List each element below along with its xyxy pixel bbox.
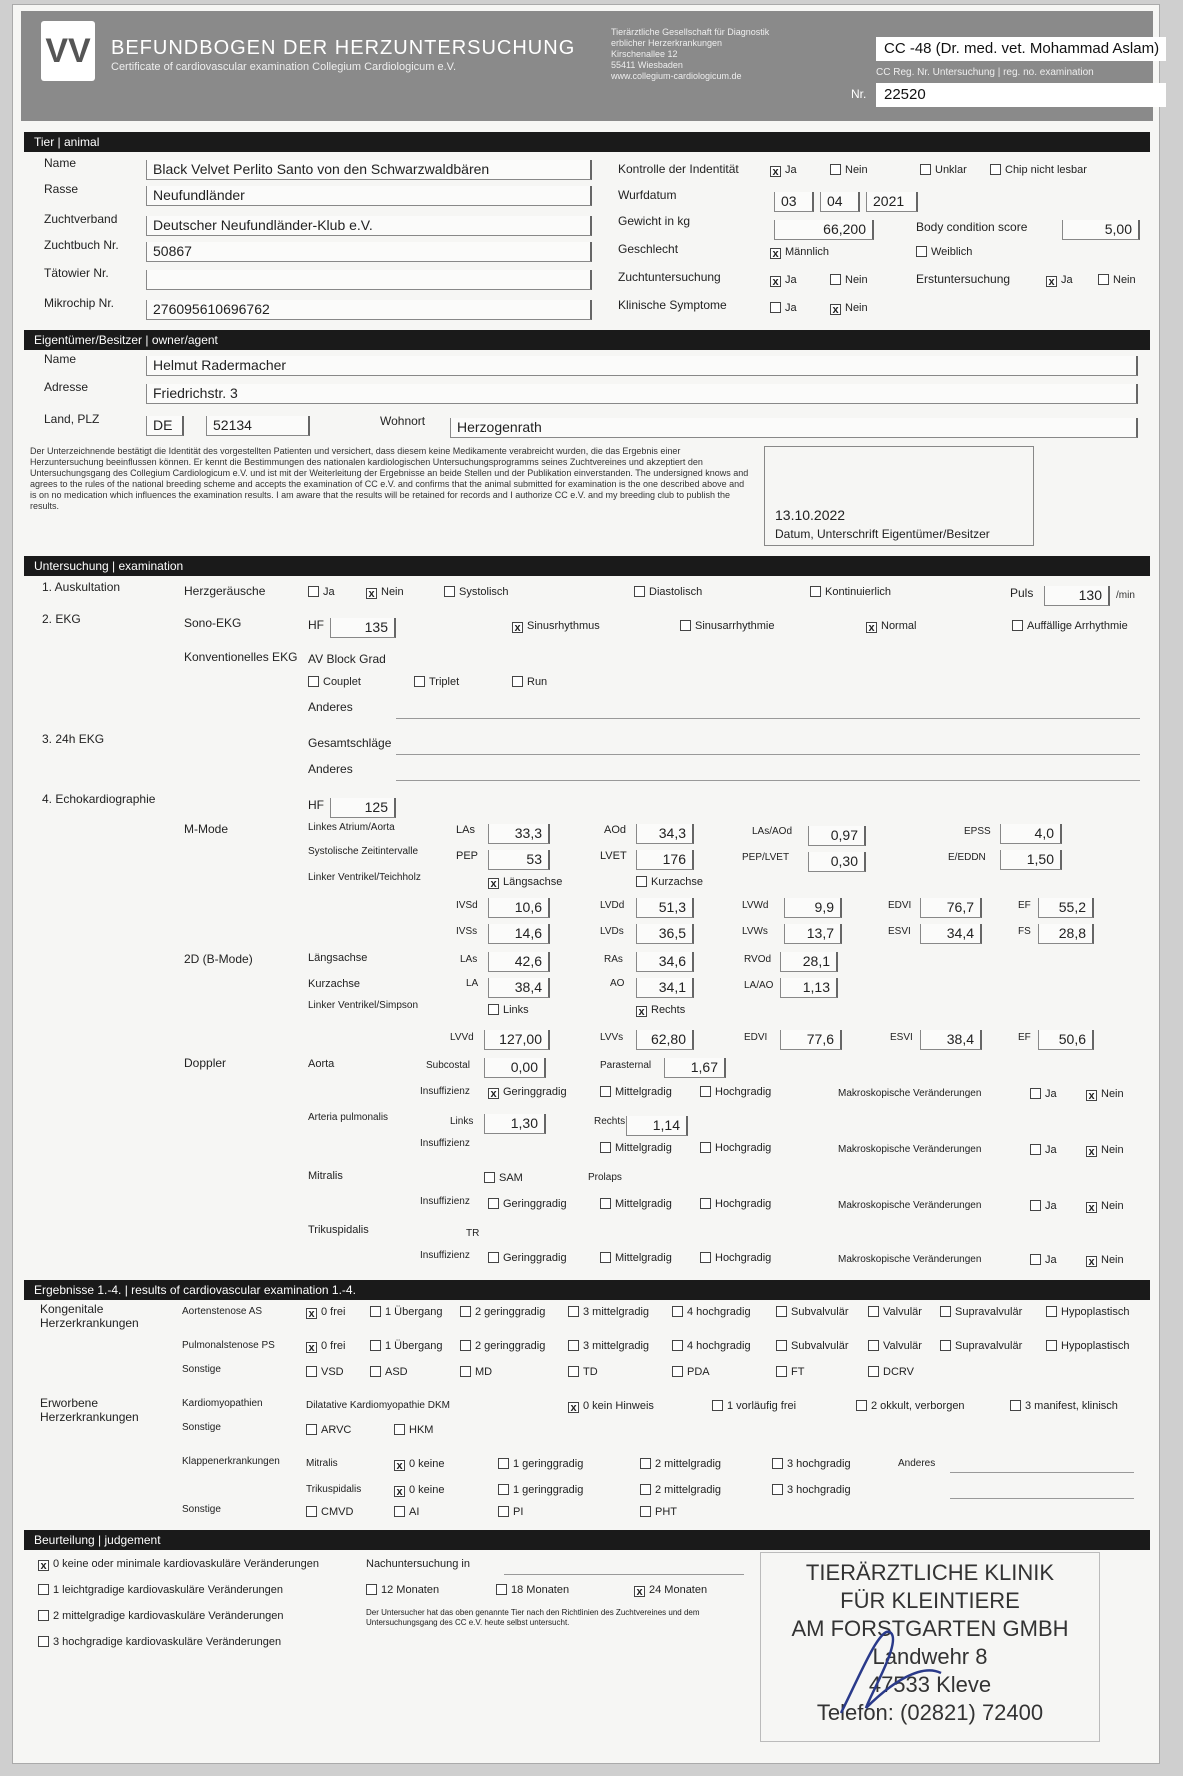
checkbox-sinusrhythmus: x Sinusrhythmus: [512, 620, 600, 633]
nr-field: 22520: [876, 83, 1166, 107]
checkbox-pulm-mittel: Mittelgradig: [600, 1142, 672, 1154]
label-kongenitale: Kongenitale Herzerkrankungen: [40, 1302, 139, 1330]
cc-reg-label: CC Reg. Nr. Untersuchung | reg. no. examination: [876, 67, 1094, 78]
checkbox-ps-1: 1 Übergang: [370, 1340, 443, 1352]
checkbox-pulm-makro-nein: x Nein: [1086, 1144, 1124, 1157]
checkbox-trik-1: 1 geringgradig: [498, 1484, 583, 1496]
checkbox-trik-gering: Geringgradig: [488, 1252, 567, 1264]
section-animal: Tier | animal: [24, 132, 1150, 152]
checkbox-dkm-manif: 3 manifest, klinisch: [1010, 1400, 1118, 1412]
checkbox-mitr-mittel: Mittelgradig: [600, 1198, 672, 1210]
checkbox-as-4: 4 hochgradig: [672, 1306, 751, 1318]
lvvd-field: 127,00: [484, 1030, 550, 1050]
checkbox-ps-subv: Subvalvulär: [776, 1340, 848, 1352]
weight-field: 66,200: [774, 220, 874, 240]
checkbox-identity-ja: x Ja: [770, 164, 797, 177]
lvvs-field: 62,80: [636, 1030, 694, 1050]
label-mmode: M-Mode: [184, 822, 229, 836]
pulse-field: 130: [1044, 586, 1110, 606]
checkbox-ps-4: 4 hochgradig: [672, 1340, 751, 1352]
label-konv-ekg: Konventionelles EKG: [184, 650, 298, 664]
checkbox-18-monate: 18 Monaten: [496, 1584, 569, 1596]
ao-field: 34,1: [636, 978, 694, 998]
society-address: Tierärztliche Gesellschaft für Diagnostik erblicher Herzerkrankungen Kirschenallee 12 55411 Wiesbaden www.collegium-cardiologicum.de: [611, 27, 770, 81]
checkbox-aorta-makro-nein: x Nein: [1086, 1088, 1124, 1101]
label-anderes: Anderes: [308, 700, 353, 714]
checkbox-sinusarrhythmie: Sinusarrhythmie: [680, 620, 774, 632]
pulm-links-field: 1,30: [484, 1114, 546, 1134]
checkbox-as-frei: x 0 frei: [306, 1306, 345, 1319]
label-wohnort: Wohnort: [380, 414, 426, 428]
label-geschlecht: Geschlecht: [618, 242, 679, 256]
microchip-field: 276095610696762: [146, 300, 592, 320]
lvds-field: 36,5: [636, 924, 694, 944]
checkbox-pht: PHT: [640, 1506, 677, 1518]
checkbox-run: Run: [512, 676, 547, 688]
label-auskultation: 1. Auskultation: [42, 580, 121, 594]
checkbox-identity-nein: Nein: [830, 164, 868, 176]
ef-field: 55,2: [1038, 898, 1094, 918]
header-banner: [21, 11, 1160, 121]
checkbox-erst-nein: Nein: [1098, 274, 1136, 286]
label-anderes-24h: Anderes: [308, 762, 353, 776]
checkbox-erst-ja: x Ja: [1046, 274, 1073, 287]
checkbox-ps-2: 2 geringgradig: [460, 1340, 545, 1352]
checkbox-unklar: Unklar: [920, 164, 967, 176]
label-erworbene: Erworbene Herzerkrankungen: [40, 1396, 139, 1424]
checkbox-ai: AI: [394, 1506, 419, 1518]
checkbox-mitr-makro-ja: Ja: [1030, 1200, 1057, 1212]
ras-field: 34,6: [636, 952, 694, 972]
checkbox-td: TD: [568, 1366, 598, 1378]
form-subtitle: Certificate of cardiovascular examination Collegium Cardiologicum e.V.: [111, 61, 457, 73]
checkbox-normal: x Normal: [866, 620, 916, 633]
rvod-field: 28,1: [780, 952, 838, 972]
checkbox-couplet: Couplet: [308, 676, 361, 688]
birth-month-field: 04: [820, 192, 860, 212]
laaod-field: 0,97: [808, 826, 866, 846]
checkbox-trik-3: 3 hochgradig: [772, 1484, 851, 1496]
label-echo: 4. Echokardiographie: [42, 792, 156, 806]
checkbox-as-subv: Subvalvulär: [776, 1306, 848, 1318]
checkbox-links: Links: [488, 1004, 529, 1016]
label-klinische-symptome: Klinische Symptome: [618, 298, 727, 312]
checkbox-aorta-makro-ja: Ja: [1030, 1088, 1057, 1100]
label-rasse: Rasse: [44, 182, 79, 196]
label-hf-echo: HF: [308, 798, 324, 812]
form-title: BEFUNDBOGEN DER HERZUNTERSUCHUNG: [111, 37, 576, 59]
checkbox-asd: ASD: [370, 1366, 408, 1378]
zip-field: 52134: [206, 416, 310, 436]
nr-label: Nr.: [851, 87, 867, 101]
address-field: Friedrichstr. 3: [146, 384, 1138, 404]
label-owner-name: Name: [44, 352, 77, 366]
checkbox-pda: PDA: [672, 1366, 710, 1378]
checkbox-klin-ja: Ja: [770, 302, 797, 314]
checkbox-judgement-1: 1 leichtgradige kardiovaskuläre Veränderungen: [38, 1584, 283, 1596]
label-wurfdatum: Wurfdatum: [618, 188, 677, 202]
lvet-field: 176: [636, 850, 694, 870]
label-puls: Puls: [1010, 586, 1034, 600]
esvi-field: 34,4: [920, 924, 982, 944]
label-24h-ekg: 3. 24h EKG: [42, 732, 105, 746]
studbook-field: 50867: [146, 242, 592, 262]
checkbox-mitr-1: 1 geringgradig: [498, 1458, 583, 1470]
checkbox-trik-mittel: Mittelgradig: [600, 1252, 672, 1264]
checkbox-auffaellig: Auffällige Arrhythmie: [1012, 620, 1128, 632]
checkbox-chip-nicht-lesbar: Chip nicht lesbar: [990, 164, 1087, 176]
label-gesamtschlaege: Gesamtschläge: [308, 736, 392, 750]
checkbox-judgement-2: 2 mittelgradige kardiovaskuläre Veränderungen: [38, 1610, 284, 1622]
checkbox-ps-suprav: Supravalvulär: [940, 1340, 1022, 1352]
clinic-stamp: TIERÄRZTLICHE KLINIK FÜR KLEINTIERE AM FORSTGARTEN GMBH Landwehr 8 47533 Kleve Telefon: (02821) 72400: [760, 1552, 1100, 1742]
label-systolische: Systolische Zeitintervalle: [308, 846, 419, 857]
peplvet-field: 0,30: [808, 852, 866, 872]
epss-field: 4,0: [1000, 824, 1062, 844]
checkbox-as-2: 2 geringgradig: [460, 1306, 545, 1318]
breed-club-field: Deutscher Neufundländer-Klub e.V.: [146, 216, 592, 236]
las-field: 33,3: [488, 824, 550, 844]
label-land-plz: Land, PLZ: [44, 412, 100, 426]
checkbox-systolisch: Systolisch: [444, 586, 509, 598]
label-la-ao: Linkes Atrium/Aorta: [308, 822, 395, 833]
label-signature: Datum, Unterschrift Eigentümer/Besitzer: [775, 527, 990, 541]
checkbox-rechts: x Rechts: [636, 1004, 685, 1017]
checkbox-dkm-kein: x 0 kein Hinweis: [568, 1400, 654, 1413]
checkbox-zucht-nein: Nein: [830, 274, 868, 286]
label-lv-teichholz: Linker Ventrikel/Teichholz: [308, 872, 421, 883]
checkbox-arvc: ARVC: [306, 1424, 351, 1436]
checkbox-ps-frei: x 0 frei: [306, 1340, 345, 1353]
owner-signature-box: [764, 446, 1034, 546]
ivsd-field: 10,6: [488, 898, 550, 918]
breed-field: Neufundländer: [146, 186, 592, 206]
owner-declaration-text: Der Unterzeichnende bestätigt die Identität des vorgestellten Patienten und versichert, dass diesem keine Medikamente verabreicht wurden, die das Ergebnis einer Herzuntersuchung beeinflussen können. Er kennt die Bestimmungen des nationalen kardiologischen Untersuchungsprogramms seines Zuchtvereines und akzeptiert den Untersuchungsgang des Collegium Cardiologicum e.V. und ist mit der Weiterleitung der Ergebnisse an beide Stellen und der Publikation einverstanden. The undersigned knows and agrees to the rules of the national breeding scheme and accepts the examination of CC e.V. and confirms that the animal submitted for examination is the one described above and is on no medication which influences the examination results. I am aware that the results will be retained for records and I authorize CC e.V. and my breeding club to publish the results.: [30, 446, 749, 511]
checkbox-dkm-vorl: 1 vorläufig frei: [712, 1400, 796, 1412]
checkbox-weiblich: Weiblich: [916, 246, 972, 258]
checkbox-vsd: VSD: [306, 1366, 344, 1378]
checkbox-zucht-ja: x Ja: [770, 274, 797, 287]
country-field: DE: [146, 416, 184, 436]
parasternal-field: 1,67: [664, 1058, 726, 1078]
checkbox-triplet: Triplet: [414, 676, 459, 688]
lvws-field: 13,7: [784, 924, 842, 944]
checkbox-laengsachse: x Längsachse: [488, 876, 562, 889]
label-zuchtuntersuchung: Zuchtuntersuchung: [618, 270, 721, 284]
checkbox-trik-hoch: Hochgradig: [700, 1252, 771, 1264]
subcostal-field: 0,00: [484, 1058, 546, 1078]
laao-field: 1,13: [780, 978, 838, 998]
checkbox-trik-2: 2 mittelgradig: [640, 1484, 721, 1496]
label-zuchtverband: Zuchtverband: [44, 212, 118, 226]
checkbox-md: MD: [460, 1366, 492, 1378]
checkbox-mitr-gering: Geringgradig: [488, 1198, 567, 1210]
edvi-field: 76,7: [920, 898, 982, 918]
ef-2d-field: 50,6: [1038, 1030, 1094, 1050]
lvwd-field: 9,9: [784, 898, 842, 918]
la-field: 38,4: [488, 978, 550, 998]
checkbox-aorta-gering: x Geringgradig: [488, 1086, 567, 1099]
logo-icon: VV: [41, 21, 95, 81]
section-judgement: Beurteilung | judgement: [24, 1530, 1150, 1550]
label-erstuntersuchung: Erstuntersuchung: [916, 272, 1011, 286]
checkbox-mitr-2: 2 mittelgradig: [640, 1458, 721, 1470]
label-mikrochip: Mikrochip Nr.: [44, 296, 115, 310]
checkbox-as-1: 1 Übergang: [370, 1306, 443, 1318]
label-bcs: Body condition score: [916, 220, 1028, 234]
label-bmode: 2D (B-Mode): [184, 952, 253, 966]
city-field: Herzogenrath: [450, 418, 1138, 438]
pulm-rechts-field: 1,14: [626, 1116, 688, 1136]
label-doppler: Doppler: [184, 1056, 227, 1070]
checkbox-mitr-makro-nein: x Nein: [1086, 1200, 1124, 1213]
label-sono-ekg: Sono-EKG: [184, 616, 242, 630]
checkbox-24-monate: x 24 Monaten: [634, 1584, 707, 1597]
checkbox-mitr-hoch: Hochgradig: [700, 1198, 771, 1210]
owner-name-field: Helmut Radermacher: [146, 356, 1138, 376]
checkbox-kontinuierlich: Kontinuierlich: [810, 586, 891, 598]
label-av-block: AV Block Grad: [308, 652, 386, 666]
checkbox-mitr-keine: x 0 keine: [394, 1458, 444, 1471]
las-2d-field: 42,6: [488, 952, 550, 972]
checkbox-maennlich: x Männlich: [770, 246, 829, 259]
signature-date: 13.10.2022: [775, 507, 846, 523]
checkbox-judgement-3: 3 hochgradige kardiovaskuläre Veränderungen: [38, 1636, 281, 1648]
esvi-2d-field: 38,4: [920, 1030, 982, 1050]
checkbox-as-valv: Valvulär: [868, 1306, 922, 1318]
checkbox-ft: FT: [776, 1366, 804, 1378]
checkbox-trik-makro-ja: Ja: [1030, 1254, 1057, 1266]
certificate-page: [12, 4, 1160, 1764]
hf-sono-field: 135: [330, 618, 396, 638]
checkbox-aorta-hoch: Hochgradig: [700, 1086, 771, 1098]
checkbox-trik-keine: x 0 keine: [394, 1484, 444, 1497]
checkbox-diastolisch: Diastolisch: [634, 586, 702, 598]
checkbox-klin-nein: x Nein: [830, 302, 868, 315]
checkbox-cmvd: CMVD: [306, 1506, 353, 1518]
animal-name-field: Black Velvet Perlito Santo von den Schwarzwaldbären: [146, 160, 592, 180]
tattoo-field: [146, 270, 592, 290]
section-owner: Eigentümer/Besitzer | owner/agent: [24, 330, 1150, 350]
checkbox-hkm: HKM: [394, 1424, 433, 1436]
aod-field: 34,3: [636, 824, 694, 844]
eedon-field: 1,50: [1000, 850, 1062, 870]
pep-field: 53: [488, 850, 550, 870]
checkbox-ps-hypo: Hypoplastisch: [1046, 1340, 1129, 1352]
birth-year-field: 2021: [866, 192, 918, 212]
checkbox-dcrv: DCRV: [868, 1366, 914, 1378]
checkbox-ps-valv: Valvulär: [868, 1340, 922, 1352]
checkbox-12-monate: 12 Monaten: [366, 1584, 439, 1596]
fs-field: 28,8: [1038, 924, 1094, 944]
checkbox-as-hypo: Hypoplastisch: [1046, 1306, 1129, 1318]
section-results: Ergebnisse 1.-4. | results of cardiovascular examination 1.-4.: [24, 1280, 1150, 1300]
label-taetowier: Tätowier Nr.: [44, 266, 109, 280]
label-zuchtbuch: Zuchtbuch Nr.: [44, 238, 119, 252]
label-herzgeraeusche: Herzgeräusche: [184, 584, 266, 598]
birth-day-field: 03: [774, 192, 814, 212]
checkbox-aorta-mittel: Mittelgradig: [600, 1086, 672, 1098]
label-adresse: Adresse: [44, 380, 89, 394]
checkbox-pi: PI: [498, 1506, 523, 1518]
checkbox-pulm-hoch: Hochgradig: [700, 1142, 771, 1154]
label-ekg: 2. EKG: [42, 612, 81, 626]
label-hf: HF: [308, 618, 324, 632]
hf-echo-field: 125: [330, 798, 396, 818]
checkbox-herzg-ja: Ja: [308, 586, 335, 598]
bcs-field: 5,00: [1062, 220, 1140, 240]
checkbox-herzg-nein: x Nein: [366, 586, 404, 599]
label-gewicht: Gewicht in kg: [618, 214, 691, 228]
checkbox-sam: SAM: [484, 1172, 523, 1184]
checkbox-as-3: 3 mittelgradig: [568, 1306, 649, 1318]
label-kontrolle: Kontrolle der Indentität: [618, 162, 739, 176]
section-exam: Untersuchung | examination: [24, 556, 1150, 576]
checkbox-trik-makro-nein: x Nein: [1086, 1254, 1124, 1267]
checkbox-pulm-makro-ja: Ja: [1030, 1144, 1057, 1156]
checkbox-ps-3: 3 mittelgradig: [568, 1340, 649, 1352]
checkbox-kurzachse: Kurzachse: [636, 876, 703, 888]
examiner-signature: [831, 1613, 951, 1723]
edvi-2d-field: 77,6: [780, 1030, 842, 1050]
examiner-note: Der Untersucher hat das oben genannte Tier nach den Richtlinien des Zuchtvereines und dem Untersuchungsgang des CC e.V. heute selbst untersucht.: [366, 1608, 700, 1627]
ivss-field: 14,6: [488, 924, 550, 944]
lvdd-field: 51,3: [636, 898, 694, 918]
checkbox-judgement-0: x 0 keine oder minimale kardiovaskuläre Veränderungen: [38, 1558, 319, 1571]
checkbox-as-suprav: Supravalvulär: [940, 1306, 1022, 1318]
checkbox-dkm-okk: 2 okkult, verborgen: [856, 1400, 965, 1412]
label-name: Name: [44, 156, 77, 170]
cc-id-field: CC -48 (Dr. med. vet. Mohammad Aslam): [876, 37, 1166, 61]
checkbox-mitr-3: 3 hochgradig: [772, 1458, 851, 1470]
